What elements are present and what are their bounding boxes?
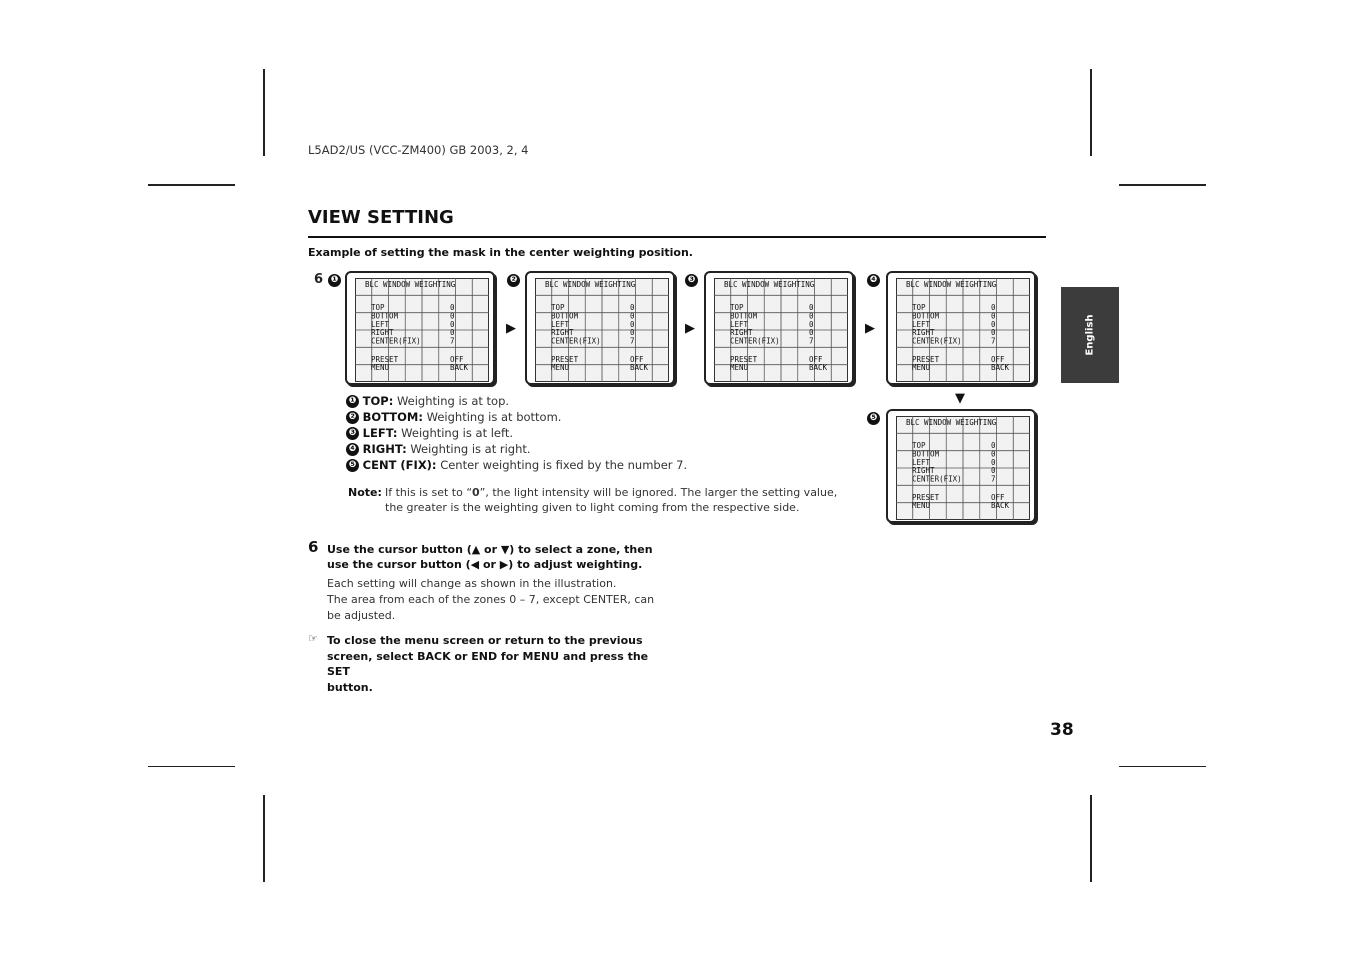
crop-mark-top-left-vertical	[263, 69, 265, 156]
screen-grid	[535, 278, 669, 382]
screen-menu-label: MENU	[912, 363, 931, 372]
legend-number: ❸	[346, 427, 359, 440]
note-block	[348, 485, 848, 515]
step-instruction-line: use the cursor button (◀ or ▶) to adjust weighting.	[327, 558, 643, 571]
note-text-post: ”, the light intensity will be ignored. The larger the setting value, the greater is the weighting given to light coming from the respective side.	[385, 486, 838, 514]
screen-title: BLC WINDOW WEIGHTING	[906, 280, 997, 289]
screen-row-label: BOTTOM	[371, 311, 399, 321]
language-tab-label: English	[1084, 314, 1096, 356]
legend-term: RIGHT:	[362, 442, 407, 456]
menu-screen-2	[525, 271, 675, 385]
legend-term: TOP:	[362, 394, 394, 408]
screen-preset-label: PRESET	[912, 355, 940, 364]
screen-label-5: ❺	[867, 412, 880, 425]
note-text-bold: 0	[472, 486, 480, 499]
screen-row-label: RIGHT	[551, 328, 574, 338]
legend-term: BOTTOM:	[362, 410, 423, 424]
crop-mark-top-left-horizontal	[148, 184, 235, 186]
legend-item-left	[346, 426, 513, 440]
title-rule	[308, 236, 1046, 238]
screen-row-value: 0	[991, 466, 996, 476]
screen-preset-label: PRESET	[912, 493, 940, 502]
screen-row-label: CENTER(FIX)	[371, 336, 421, 346]
step-explanation-line: Each setting will change as shown in the illustration.	[327, 577, 617, 590]
screen-grid	[714, 278, 848, 382]
legend-description: Weighting is at right.	[410, 442, 531, 456]
screen-row-value: 7	[991, 474, 996, 484]
arrow-right-icon: ▶	[865, 321, 875, 336]
note-text	[385, 485, 848, 515]
screen-row-label: CENTER(FIX)	[912, 336, 962, 346]
menu-screen-4	[886, 271, 1036, 385]
step-number: 6	[308, 538, 319, 556]
screen-row-value: 0	[450, 311, 455, 321]
screen-row-value: 0	[450, 319, 455, 329]
crop-mark-bottom-left-horizontal	[148, 766, 235, 767]
step-explanation-line: be adjusted.	[327, 609, 396, 622]
page-number: 38	[1050, 720, 1074, 740]
screen-row-label: TOP	[371, 303, 385, 312]
arrow-down-icon: ▼	[955, 391, 965, 406]
screen-menu-label: MENU	[371, 363, 390, 372]
screen-row-value: 7	[630, 336, 635, 346]
step-explanation-line: The area from each of the zones 0 – 7, except CENTER, can	[327, 593, 655, 606]
step-marker-top: 6	[314, 272, 324, 287]
legend-term: CENT (FIX):	[362, 458, 437, 472]
pointing-hand-icon: ☞	[308, 632, 318, 645]
screen-row-label: TOP	[912, 303, 926, 312]
screen-row-value: 0	[991, 328, 996, 338]
screen-row-label: BOTTOM	[730, 311, 758, 321]
screen-row-label: LEFT	[730, 319, 749, 329]
legend-item-top	[346, 394, 509, 408]
screen-menu-label: MENU	[730, 363, 749, 372]
screen-grid	[896, 416, 1030, 520]
screen-row-label: BOTTOM	[912, 311, 940, 321]
legend-description: Center weighting is fixed by the number 7.	[440, 458, 688, 472]
screen-row-value: 0	[630, 311, 635, 321]
screen-row-value: 0	[809, 311, 814, 321]
legend-term: LEFT:	[362, 426, 398, 440]
screen-menu-label: MENU	[912, 501, 931, 510]
screen-row-value: 0	[630, 303, 635, 312]
menu-screen-5	[886, 409, 1036, 523]
screen-row-label: LEFT	[912, 457, 931, 467]
screen-preset-value: OFF	[991, 355, 1005, 364]
screen-label-1: ❶	[328, 274, 341, 287]
tip-text-line: screen, select BACK or END for MENU and press the SET	[327, 649, 649, 678]
screen-row-label: CENTER(FIX)	[912, 474, 962, 484]
arrow-right-icon: ▶	[685, 321, 695, 336]
screen-title: BLC WINDOW WEIGHTING	[365, 280, 456, 289]
step-instruction-line: Use the cursor button (▲ or ▼) to select a zone, then	[327, 543, 653, 556]
tip-text-line: To close the menu screen or return to the previous	[327, 634, 643, 647]
screen-row-value: 0	[991, 303, 996, 312]
legend-description: Weighting is at top.	[396, 394, 510, 408]
menu-screen-1	[345, 271, 495, 385]
crop-mark-top-right-horizontal	[1119, 184, 1206, 186]
crop-mark-top-right-vertical	[1090, 69, 1092, 156]
legend-number: ❶	[346, 395, 359, 408]
screen-row-label: LEFT	[551, 319, 570, 329]
tip-text	[327, 633, 662, 695]
screen-row-value: 0	[991, 311, 996, 321]
screen-row-value: 0	[630, 319, 635, 329]
screen-row-value: 0	[809, 328, 814, 338]
screen-row-value: 0	[450, 303, 455, 312]
screen-grid	[355, 278, 489, 382]
legend-item-bottom	[346, 410, 561, 424]
legend-description: Weighting is at left.	[401, 426, 514, 440]
crop-mark-bottom-left-vertical	[263, 795, 265, 882]
screen-title: BLC WINDOW WEIGHTING	[545, 280, 636, 289]
screen-row-label: RIGHT	[371, 328, 394, 338]
screen-row-value: 0	[991, 457, 996, 467]
screen-row-value: 0	[809, 319, 814, 329]
example-caption: Example of setting the mask in the center weighting position.	[308, 246, 693, 259]
menu-screen-3	[704, 271, 854, 385]
screen-menu-value: BACK	[991, 363, 1010, 372]
legend-number: ❹	[346, 443, 359, 456]
screen-menu-value: BACK	[450, 363, 469, 372]
screen-label-3: ❸	[685, 274, 698, 287]
crop-mark-bottom-right-vertical	[1090, 795, 1092, 882]
screen-row-label: LEFT	[912, 319, 931, 329]
tip-text-line: button.	[327, 680, 373, 694]
screen-preset-value: OFF	[991, 493, 1005, 502]
screen-menu-value: BACK	[991, 501, 1010, 510]
screen-row-label: TOP	[551, 303, 565, 312]
screen-row-label: TOP	[912, 441, 926, 450]
screen-title: BLC WINDOW WEIGHTING	[724, 280, 815, 289]
step-explanation	[327, 576, 657, 624]
legend-number: ❷	[346, 411, 359, 424]
note-text-pre: If this is set to “	[385, 486, 473, 499]
crop-mark-bottom-right-horizontal	[1119, 766, 1206, 767]
screen-preset-value: OFF	[450, 355, 464, 364]
screen-menu-value: BACK	[630, 363, 649, 372]
screen-label-4: ❹	[867, 274, 880, 287]
document-reference: L5AD2/US (VCC-ZM400) GB 2003, 2, 4	[308, 143, 529, 157]
screen-label-2: ❷	[507, 274, 520, 287]
screen-row-value: 0	[991, 449, 996, 459]
screen-row-label: RIGHT	[730, 328, 753, 338]
screen-row-value: 7	[991, 336, 996, 346]
arrow-right-icon: ▶	[506, 321, 516, 336]
screen-row-value: 7	[450, 336, 455, 346]
screen-row-label: CENTER(FIX)	[551, 336, 601, 346]
screen-menu-label: MENU	[551, 363, 570, 372]
screen-preset-label: PRESET	[551, 355, 579, 364]
screen-row-label: TOP	[730, 303, 744, 312]
screen-row-label: LEFT	[371, 319, 390, 329]
screen-grid	[896, 278, 1030, 382]
legend-description: Weighting is at bottom.	[426, 410, 562, 424]
screen-preset-label: PRESET	[371, 355, 399, 364]
screen-row-value: 0	[809, 303, 814, 312]
screen-menu-value: BACK	[809, 363, 828, 372]
screen-preset-value: OFF	[630, 355, 644, 364]
screen-row-value: 0	[450, 328, 455, 338]
screen-row-label: CENTER(FIX)	[730, 336, 780, 346]
screen-row-label: RIGHT	[912, 466, 935, 476]
legend-item-right	[346, 442, 531, 456]
screen-preset-label: PRESET	[730, 355, 758, 364]
screen-row-value: 0	[991, 319, 996, 329]
screen-row-value: 0	[630, 328, 635, 338]
step-instruction	[327, 542, 657, 572]
screen-row-label: BOTTOM	[912, 449, 940, 459]
page-title: VIEW SETTING	[308, 207, 454, 228]
language-tab	[1061, 287, 1119, 383]
screen-row-label: BOTTOM	[551, 311, 579, 321]
note-label: Note:	[348, 486, 382, 499]
screen-row-value: 0	[991, 441, 996, 450]
screen-row-label: RIGHT	[912, 328, 935, 338]
screen-row-value: 7	[809, 336, 814, 346]
screen-preset-value: OFF	[809, 355, 823, 364]
screen-title: BLC WINDOW WEIGHTING	[906, 418, 997, 427]
legend-item-center	[346, 458, 687, 472]
legend-number: ❺	[346, 459, 359, 472]
